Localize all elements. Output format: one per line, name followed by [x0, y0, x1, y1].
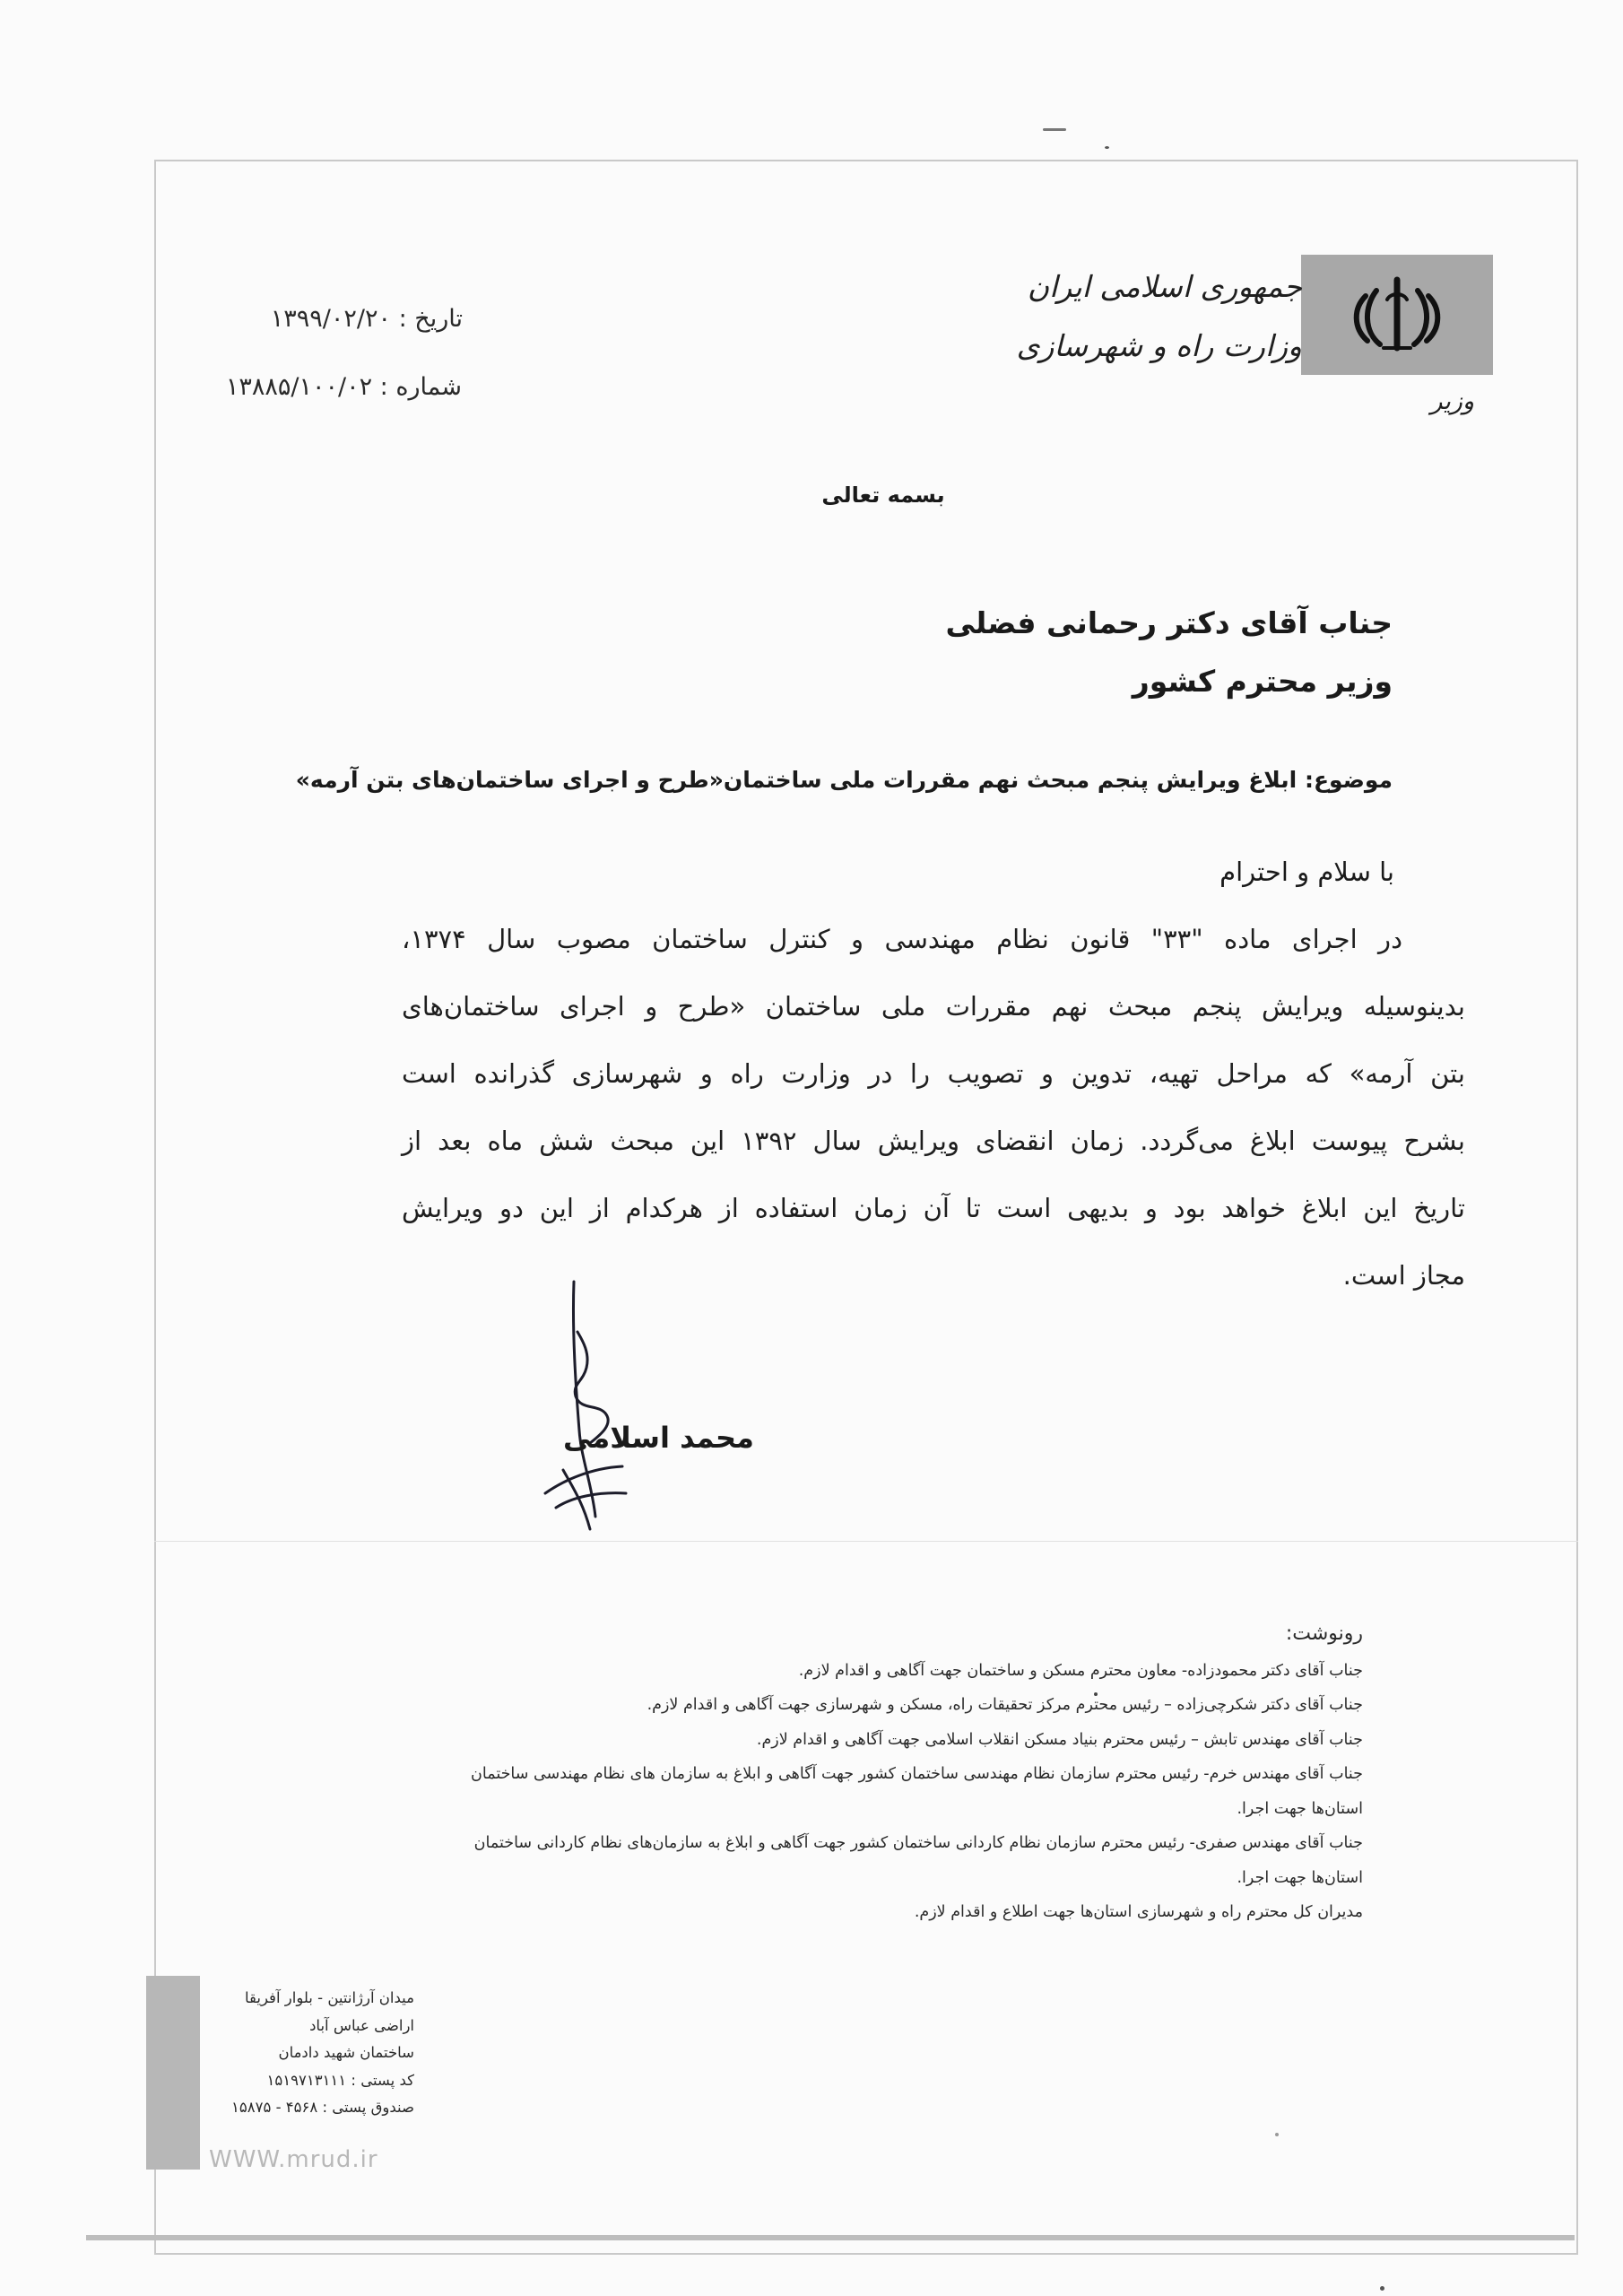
body-line: بتن آرمه» که مراحل تهیه، تدوین و تصویب را در وزارت راه و شهرسازی گذرانده است: [402, 1058, 1465, 1089]
recipient-title: وزیر محترم کشور: [1132, 664, 1393, 699]
cc-item: مدیران کل محترم راه و شهرسازی استان‌ها جهت اطلاع و اقدام لازم.: [914, 1903, 1363, 1921]
subject-line: موضوع: ابلاغ ویرایش پنجم مبحث نهم مقررات ملی ساختمان«طرح و اجرای ساختمان‌های بتن آرمه»: [295, 767, 1393, 793]
date-row: [230, 305, 463, 333]
recipient-name: جناب آقای دکتر رحمانی فضلی: [945, 605, 1393, 640]
body-line: تاریخ این ابلاغ خواهد بود و بدیهی است تا آن زمان استفاده از هرکدام از این دو ویرایش: [402, 1193, 1465, 1223]
body-line: بشرح پیوست ابلاغ می‌گردد. زمان انقضای ویرایش سال ۱۳۹۲ این مبحث شش ماه بعد از: [402, 1126, 1465, 1156]
cc-item: جناب آقای مهندس صفری- رئیس محترم سازمان نظام کاردانی ساختمان کشور جهت آگاهی و ابلاغ به سازمان‌های نظام کاردانی ساختمان: [473, 1834, 1363, 1852]
greeting: با سلام و احترام: [1219, 857, 1394, 887]
number-label: شماره :: [379, 373, 462, 401]
address-line: اراضی عباس آباد: [309, 2016, 414, 2034]
fold-line: [154, 1541, 1578, 1542]
cc-item: جناب آقای مهندس خرم- رئیس محترم سازمان نظام مهندسی ساختمان کشور جهت آگاهی و ابلاغ به سازمان های نظام مهندسی ساختمان: [471, 1765, 1363, 1783]
cc-item: جناب آقای مهندس تابش – رئیس محترم بنیاد مسکن انقلاب اسلامی جهت آگاهی و اقدام لازم.: [756, 1730, 1363, 1749]
body-line: در اجرای ماده "۳۳" قانون نظام مهندسی و کنترل ساختمان مصوب سال ۱۳۷۴،: [402, 924, 1402, 954]
page-edge-shadow: [86, 2235, 1575, 2240]
body-paragraph: [402, 906, 1465, 1309]
footer-website[interactable]: WWW.mrud.ir: [209, 2146, 378, 2173]
header-ministry: وزارت راه و شهرسازی: [1016, 328, 1302, 363]
cc-item: استان‌ها جهت اجرا.: [1237, 1868, 1363, 1887]
number-value: ۱۳۸۸۵/۱۰۰/۰۲: [225, 373, 373, 401]
cc-item: جناب آقای دکتر محمودزاده- معاون محترم مسکن و ساختمان جهت آگاهی و اقدام لازم.: [798, 1661, 1363, 1680]
address-line: صندوق پستی : ۴۵۶۸ - ۱۵۸۷۵: [231, 2099, 414, 2116]
address-line: ساختمان شهید دادمان: [278, 2044, 414, 2061]
footer-address: [208, 1985, 414, 2122]
cc-item: جناب آقای دکتر شکرچی‌زاده – رئیس محترم مرکز تحقیقات راه، مسکن و شهرسازی جهت آگاهی و اقدام لازم.: [647, 1696, 1363, 1714]
handwritten-signature: [536, 1278, 635, 1538]
scan-speck: [1275, 2133, 1279, 2136]
address-line: کد پستی : ۱۵۱۹۷۱۳۱۱۱: [266, 2071, 414, 2089]
iran-emblem: [1301, 255, 1493, 375]
body-line: مجاز است.: [1342, 1260, 1465, 1291]
address-line: میدان آرژانتین - بلوار آفریقا: [244, 1989, 414, 2006]
scan-speck: [1043, 128, 1066, 131]
scan-speck: [1380, 2286, 1384, 2291]
number-row: [184, 373, 462, 401]
cc-item: استان‌ها جهت اجرا.: [1237, 1799, 1363, 1818]
body-line: بدینوسیله ویرایش پنجم مبحث نهم مقررات ملی ساختمان «طرح و اجرای ساختمان‌های: [402, 991, 1465, 1022]
iran-emblem-icon: [1301, 255, 1493, 375]
cc-title: رونوشت:: [1285, 1622, 1363, 1645]
cc-list: [332, 1617, 1363, 1930]
signatory-name: محمد اسلامی: [563, 1421, 754, 1455]
scan-speck: [1105, 146, 1109, 149]
header-office: وزیر: [1430, 387, 1474, 415]
date-label: تاریخ :: [398, 305, 463, 333]
footer-gray-bar: [146, 1976, 200, 2170]
date-value: ۱۳۹۹/۰۲/۲۰: [270, 305, 391, 333]
basmala: بسمه تعالی: [821, 483, 945, 508]
header-country: جمهوری اسلامی ایران: [1027, 269, 1302, 304]
